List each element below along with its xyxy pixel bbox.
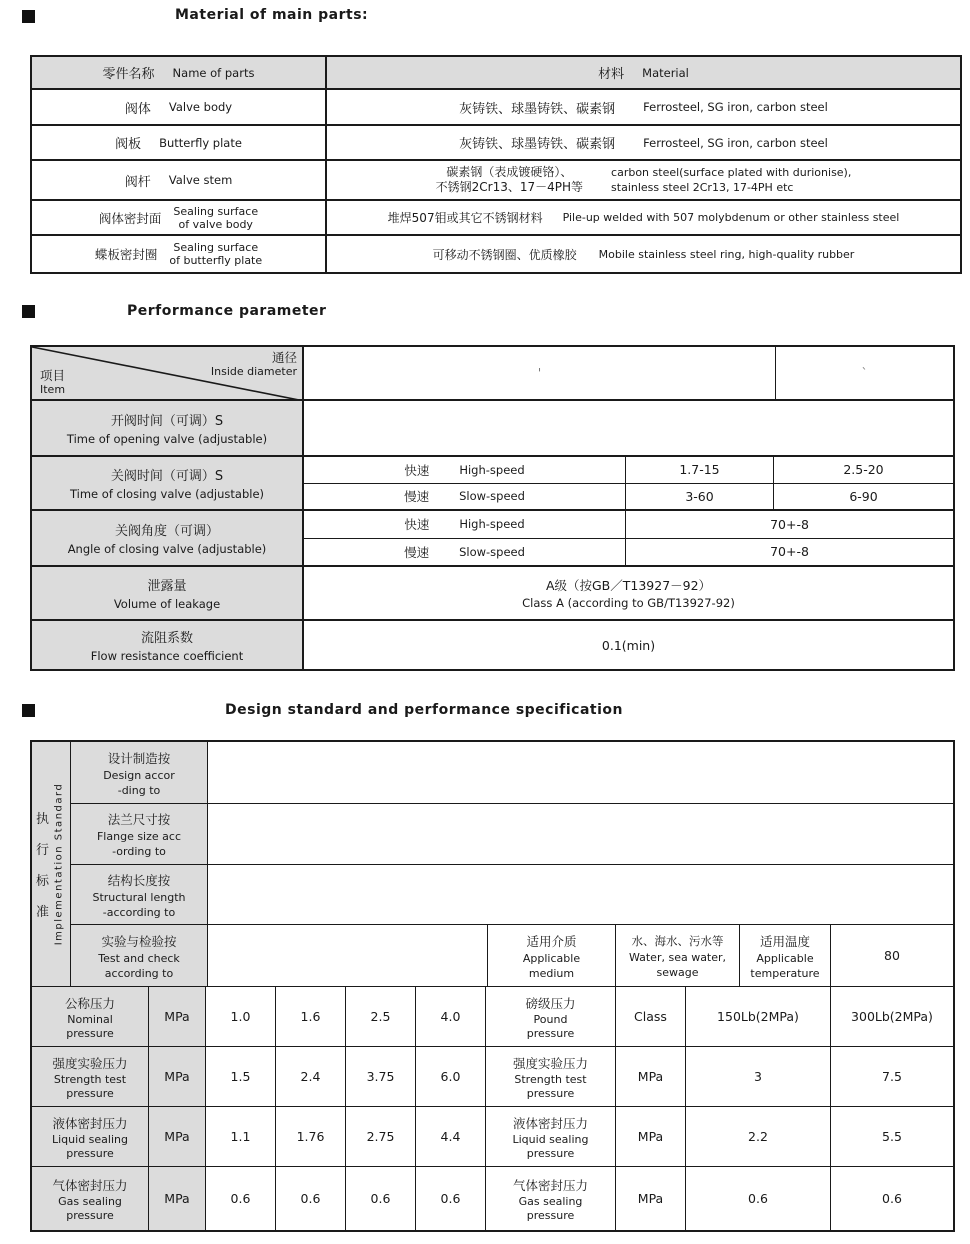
- table-row: [32, 126, 960, 161]
- pressure-en-line1: Liquid sealing: [512, 1132, 589, 1146]
- part-cn: 阀体: [124, 101, 151, 117]
- opening-time-cn: 开阀时间（可调）S: [110, 414, 224, 429]
- unit-cell: MPa: [149, 1047, 206, 1106]
- standard-rows: [71, 742, 953, 986]
- strength-test-label-cell-right: [486, 1047, 616, 1106]
- std-cn: 设计制造按: [107, 750, 171, 766]
- material-en-line2: stainless steel 2Cr13, 17-4PH etc: [611, 181, 794, 194]
- unit-cell: MPa: [149, 987, 206, 1046]
- part-en-line1: Sealing surface: [173, 241, 259, 254]
- table-row: [32, 90, 960, 126]
- diameter-col1-cell: [304, 347, 776, 399]
- part-cn: 蝶板密封圈: [94, 247, 158, 262]
- leakage-value-en: Class A (according to GB/T13927-92): [522, 596, 735, 610]
- material-en: Mobile stainless steel ring, high-quality rubber: [598, 247, 855, 261]
- pound-pressure-label-cell: [486, 987, 616, 1046]
- design-according-label-cell: [71, 742, 208, 803]
- temp-en-line2: temperature: [750, 966, 820, 980]
- closing-angle-label-cell: [32, 511, 304, 565]
- pressure-en-line2: pressure: [66, 1146, 114, 1160]
- part-name-cell: [32, 161, 327, 199]
- std-en-line1: Structural length: [92, 890, 186, 904]
- value-cell: 1.5: [206, 1047, 276, 1106]
- speed-en: Slow-speed: [459, 544, 525, 559]
- part-en-block: [169, 241, 262, 267]
- std-en-line2: -ording to: [112, 845, 166, 858]
- speed-en: Slow-speed: [459, 489, 525, 504]
- part-name-cell: [32, 90, 327, 124]
- value-cell: 5.5: [882, 1129, 902, 1144]
- table-row: [32, 567, 953, 621]
- section1-title: Material of main parts:: [175, 7, 369, 23]
- value-cell: 300Lb(2MPa): [851, 1009, 933, 1024]
- structural-length-value-cell: [208, 865, 953, 924]
- closing-time-en: Time of closing valve (adjustable): [69, 487, 265, 501]
- table-row: [32, 457, 953, 511]
- liquid-sealing-label-cell-right: [486, 1107, 616, 1166]
- table-row: [32, 1167, 953, 1230]
- table-row: [32, 236, 960, 272]
- speed-en: High-speed: [459, 462, 525, 477]
- material-table-header-row: [32, 57, 960, 90]
- flow-coeff-label-cell: [32, 621, 304, 669]
- unit-cell: MPa: [149, 1107, 206, 1166]
- material-en: Pile-up welded with 507 molybdenum or other stainless steel: [562, 211, 900, 224]
- section1-bullet-icon: [22, 10, 35, 23]
- impl-char: 标: [36, 874, 50, 889]
- part-name-cell: [32, 236, 327, 272]
- pressure-cn: 强度实验压力: [52, 1055, 128, 1071]
- performance-header-row: [32, 347, 953, 401]
- gas-sealing-label-cell: [32, 1167, 149, 1230]
- faint-mark: `: [861, 366, 868, 380]
- design-standard-table: [30, 740, 955, 1232]
- value-cell: 2.2: [686, 1107, 831, 1166]
- part-cn: 阀体密封面: [98, 210, 162, 226]
- value-cell: 0.6: [346, 1167, 416, 1230]
- closing-time-label-cell: [32, 457, 304, 509]
- table-row: [32, 1047, 953, 1107]
- value-cell: 0.6: [686, 1167, 831, 1230]
- value-cell: 6.0: [416, 1047, 486, 1106]
- header-material-cn: 材料: [598, 67, 625, 82]
- unit-cell: MPa: [616, 1107, 686, 1166]
- part-en-line2: of valve body: [178, 217, 253, 231]
- inside-diameter-cn: 通径: [271, 350, 297, 365]
- material-cell: [327, 126, 960, 159]
- material-cell: [327, 236, 960, 272]
- table-row: [32, 621, 953, 669]
- table-row: [71, 925, 953, 986]
- material-cn: 可移动不锈钢圈、优质橡胶: [432, 247, 577, 262]
- unit-cell: MPa: [616, 1167, 686, 1230]
- material-en: Ferrosteel, SG iron, carbon steel: [643, 100, 828, 114]
- pressure-en-line2: pressure: [66, 1026, 114, 1040]
- applicable-temperature-label-cell: [740, 925, 831, 986]
- pressure-en-line2: pressure: [526, 1146, 575, 1160]
- flow-coeff-value: 0.1(min): [601, 637, 656, 653]
- std-en-line1: Design accor: [103, 768, 175, 782]
- leakage-cn: 泄露量: [147, 579, 187, 594]
- high-speed-row: [304, 511, 953, 539]
- part-cn: 阀杆: [124, 174, 151, 190]
- value-cell: 2.5: [346, 987, 416, 1046]
- material-cn-line2: 不锈钢2Cr13、17－4PH等: [435, 180, 584, 194]
- value-cell: 1.6: [276, 987, 346, 1046]
- pressure-cn: 液体密封压力: [512, 1115, 588, 1131]
- impl-char: 行: [36, 843, 50, 858]
- opening-time-label-cell: [32, 401, 304, 455]
- pressure-en-line1: Strength test: [53, 1072, 127, 1086]
- flange-size-value-cell: [208, 804, 953, 864]
- part-en: Valve stem: [168, 173, 233, 187]
- medium-value-en-line2: sewage: [656, 965, 699, 979]
- angle-fast-value: 70+-8: [770, 516, 809, 532]
- medium-value-en-line1: Water, sea water,: [628, 950, 727, 964]
- table-row: [71, 804, 953, 865]
- std-cn: 法兰尺寸按: [107, 812, 171, 827]
- liquid-sealing-label-cell: [32, 1107, 149, 1166]
- value-cell: 150Lb(2MPa): [686, 987, 831, 1046]
- section2-bullet-icon: [22, 305, 35, 318]
- part-en: Valve body: [168, 100, 233, 114]
- closing-time-cn: 关阀时间（可调）S: [110, 469, 224, 484]
- material-en-block: [611, 165, 851, 195]
- value-cell: 3: [686, 1047, 831, 1106]
- pressure-cn: 气体密封压力: [52, 1177, 128, 1193]
- table-row: [32, 161, 960, 201]
- speed-cn: 快速: [404, 517, 430, 533]
- pressure-cn: 强度实验压力: [512, 1055, 588, 1071]
- performance-table: [30, 345, 955, 671]
- speed-en: High-speed: [459, 517, 525, 532]
- applicable-medium-value-cell: [616, 925, 740, 986]
- part-en-line2: of butterfly plate: [169, 254, 263, 267]
- angle-slow-value: 70+-8: [770, 544, 809, 560]
- speed-cn: 慢速: [404, 489, 430, 505]
- value-cell: 1.1: [206, 1107, 276, 1166]
- table-row: [71, 865, 953, 925]
- material-en-line1: carbon steel(surface plated with durionise),: [611, 166, 852, 179]
- closing-slow-value1: 3-60: [626, 484, 774, 510]
- material-cn: 灰铸铁、球墨铸铁、碳素钢: [459, 101, 616, 117]
- item-en: Item: [40, 383, 66, 396]
- item-label: [40, 369, 65, 396]
- implementation-standard-block: [32, 742, 953, 987]
- table-row: [32, 401, 953, 457]
- std-cn: 实验与检验按: [101, 933, 177, 949]
- material-cell: [327, 201, 960, 234]
- material-cell: [327, 90, 960, 124]
- speed-label-cell: [304, 511, 626, 538]
- header-material-cell: [327, 57, 960, 88]
- section2-title: Performance parameter: [127, 303, 327, 319]
- value-cell: 2.4: [276, 1047, 346, 1106]
- material-cn: 堆焊507钼或其它不锈钢材料: [387, 211, 543, 225]
- value-cell: 0.6: [276, 1167, 346, 1230]
- material-cn-line1: 碳素钢（表成镀硬铬）、: [446, 165, 573, 179]
- speed-label-cell: [304, 539, 626, 566]
- material-en: Ferrosteel, SG iron, carbon steel: [643, 135, 828, 150]
- material-table: [30, 55, 962, 274]
- speed-label-cell: [304, 457, 626, 483]
- medium-cn: 适用介质: [526, 933, 577, 949]
- pressure-cn: 气体密封压力: [512, 1177, 588, 1193]
- pressure-en-line1: Strength test: [514, 1072, 587, 1086]
- pressure-en-line1: Gas sealing: [518, 1194, 583, 1208]
- gas-sealing-label-cell-right: [486, 1167, 616, 1230]
- speed-label-cell: [304, 484, 626, 510]
- opening-time-en: Time of opening valve (adjustable): [66, 432, 268, 446]
- std-en-line2: -according to: [102, 905, 176, 919]
- section3-bullet-icon: [22, 704, 35, 717]
- table-row: [32, 201, 960, 236]
- section3-title: Design standard and performance specification: [225, 702, 623, 718]
- design-according-value-cell: [208, 742, 953, 803]
- temp-en-line1: Applicable: [756, 951, 814, 965]
- closing-time-sub-rows: [304, 457, 953, 509]
- header-name-of-parts-cell: [32, 57, 327, 88]
- closing-slow-value2: 6-90: [849, 488, 878, 504]
- value-cell: 1.76: [276, 1107, 346, 1166]
- header-name-en: Name of parts: [172, 65, 255, 80]
- faint-mark: ': [537, 366, 542, 380]
- pressure-en-line2: pressure: [66, 1208, 114, 1222]
- pressure-cn: 公称压力: [64, 995, 115, 1011]
- value-cell: 0.6: [882, 1191, 902, 1206]
- closing-angle-cn: 关阀角度（可调）: [114, 524, 219, 539]
- unit-cell: MPa: [149, 1167, 206, 1230]
- speed-cn: 快速: [404, 462, 430, 478]
- pressure-en-line2: pressure: [66, 1086, 114, 1100]
- pressure-en-line1: Liquid sealing: [52, 1132, 128, 1146]
- unit-cell: Class: [616, 987, 686, 1046]
- material-cell: [327, 161, 960, 199]
- closing-fast-value1: 1.7-15: [626, 457, 774, 483]
- value-cell: 2.75: [346, 1107, 416, 1166]
- nominal-pressure-label-cell: [32, 987, 149, 1046]
- leakage-value-cn: A级（按GB／T13927－92）: [545, 578, 712, 593]
- inside-diameter-label: [211, 351, 297, 378]
- part-en: Butterfly plate: [159, 135, 242, 150]
- value-cell: 0.6: [416, 1167, 486, 1230]
- value-cell: 4.0: [416, 987, 486, 1046]
- implementation-standard-en: Implementation Standard: [53, 782, 65, 946]
- pressure-cn: 液体密封压力: [52, 1115, 128, 1131]
- value-cell: 0.6: [206, 1167, 276, 1230]
- std-en-line1: Test and check: [98, 951, 180, 965]
- table-row: [32, 987, 953, 1047]
- test-check-value-cell: [208, 925, 488, 986]
- value-cell: 7.5: [882, 1069, 902, 1084]
- speed-cn: 慢速: [404, 544, 430, 560]
- table-row: [32, 1107, 953, 1167]
- test-check-label-cell: [71, 925, 208, 986]
- medium-en-line1: Applicable: [522, 951, 581, 965]
- medium-en-line2: medium: [528, 966, 575, 980]
- part-name-cell: [32, 126, 327, 159]
- value-cell: 3.75: [346, 1047, 416, 1106]
- opening-time-value-cell: [304, 401, 953, 455]
- implementation-standard-cell: [32, 742, 71, 986]
- part-cn: 阀板: [115, 137, 142, 152]
- medium-value-cn: 水、海水、污水等: [631, 933, 724, 948]
- pressure-en-line1: Gas sealing: [58, 1194, 122, 1208]
- leakage-value-cell: [304, 567, 953, 619]
- high-speed-row: [304, 457, 953, 484]
- temp-cn: 适用温度: [759, 933, 810, 949]
- item-diameter-diagonal-cell: [32, 347, 304, 399]
- flange-size-label-cell: [71, 804, 208, 864]
- part-en-line1: Sealing surface: [173, 204, 259, 218]
- closing-angle-en: Angle of closing valve (adjustable): [67, 542, 267, 556]
- std-en-line1: Flange size acc: [96, 830, 181, 843]
- impl-char: 执: [36, 812, 50, 827]
- strength-test-label-cell: [32, 1047, 149, 1106]
- pressure-cn: 磅级压力: [525, 995, 576, 1011]
- diameter-col2-cell: [776, 347, 953, 399]
- slow-speed-row: [304, 539, 953, 566]
- table-row: [71, 742, 953, 804]
- std-en-line2: according to: [104, 966, 174, 980]
- impl-char: 准: [36, 905, 50, 920]
- header-material-en: Material: [642, 65, 689, 80]
- applicable-medium-label-cell: [488, 925, 616, 986]
- inside-diameter-en: Inside diameter: [210, 365, 297, 378]
- value-cell: 4.4: [416, 1107, 486, 1166]
- item-cn: 项目: [40, 368, 66, 383]
- header-name-cn: 零件名称: [102, 67, 155, 82]
- flow-coeff-cn: 流阻系数: [140, 631, 193, 646]
- leakage-label-cell: [32, 567, 304, 619]
- pressure-en-line1: Pound: [533, 1012, 568, 1026]
- pressure-en-line2: pressure: [526, 1086, 575, 1100]
- material-cn-block: [436, 165, 583, 195]
- pressure-en-line1: Nominal: [67, 1012, 113, 1026]
- closing-fast-value2: 2.5-20: [843, 462, 884, 478]
- temperature-value-cell: 80: [884, 948, 900, 963]
- pressure-en-line2: pressure: [526, 1208, 575, 1222]
- std-en-line2: -ding to: [117, 783, 161, 797]
- part-en-block: [173, 205, 258, 231]
- unit-cell: MPa: [616, 1047, 686, 1106]
- std-cn: 结构长度按: [107, 872, 171, 888]
- structural-length-label-cell: [71, 865, 208, 924]
- leakage-en: Volume of leakage: [113, 597, 221, 611]
- material-cn: 灰铸铁、球墨铸铁、碳素钢: [459, 137, 616, 152]
- slow-speed-row: [304, 484, 953, 510]
- value-cell: 1.0: [206, 987, 276, 1046]
- table-row: [32, 511, 953, 567]
- flow-coeff-en: Flow resistance coefficient: [90, 649, 244, 663]
- implementation-standard-cn: [36, 808, 49, 920]
- closing-angle-sub-rows: [304, 511, 953, 565]
- pressure-en-line2: pressure: [526, 1026, 575, 1040]
- part-name-cell: [32, 201, 327, 234]
